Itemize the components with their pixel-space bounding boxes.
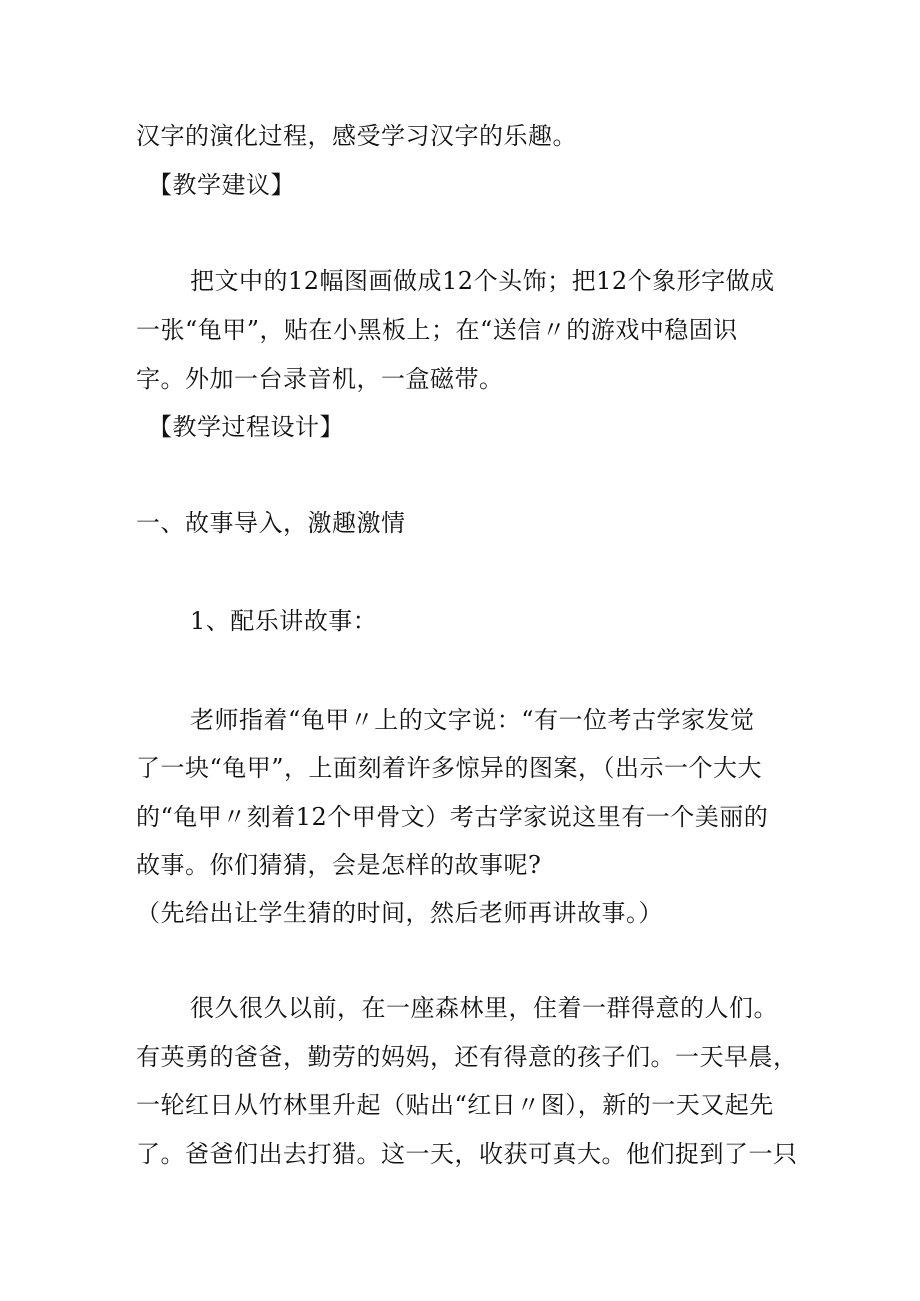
- suggestion-line: 一张“龟甲”，贴在小黑板上；在“送信〃的游戏中稳固识: [136, 316, 738, 344]
- suggestion-line: 把文中的12幅图画做成12个头饰；把12个象形字做成: [190, 267, 775, 295]
- teacher-line: 老师指着“龟甲〃上的文字说：“有一位考古学家发觉: [190, 706, 755, 734]
- story-line: 有英勇的爸爸，勤劳的妈妈，还有得意的孩子们。一天早晨，: [136, 1043, 798, 1071]
- heading-teaching-process: 【教学过程设计】: [148, 413, 344, 441]
- intro-line: 汉字的演化过程，感受学习汉字的乐趣。: [136, 122, 577, 150]
- step-title: 1、配乐讲故事：: [190, 607, 378, 635]
- suggestion-line: 字。外加一台录音机，一盒磁带。: [136, 365, 504, 393]
- note-line: （先给出让学生猜的时间，然后老师再讲故事。）: [136, 899, 663, 927]
- section-title: 一、故事导入，激趣激情: [136, 509, 406, 537]
- teacher-line: 故事。你们猜猜，会是怎样的故事呢?: [136, 851, 542, 879]
- story-line: 一轮红日从竹林里升起（贴出“红日〃图），新的一天又起先: [136, 1091, 774, 1119]
- story-line: 很久很久以前，在一座森林里，住着一群得意的人们。: [190, 994, 778, 1022]
- teacher-line: 了一块“龟甲”，上面刻着许多惊异的图案，（出示一个大大: [136, 754, 763, 782]
- teacher-line: 的“龟甲〃刻着12个甲骨文）考古学家说这里有一个美丽的: [136, 803, 769, 831]
- story-line: 了。爸爸们出去打猎。这一天，收获可真大。他们捉到了一只: [136, 1140, 798, 1168]
- heading-teaching-suggestion: 【教学建议】: [148, 171, 295, 199]
